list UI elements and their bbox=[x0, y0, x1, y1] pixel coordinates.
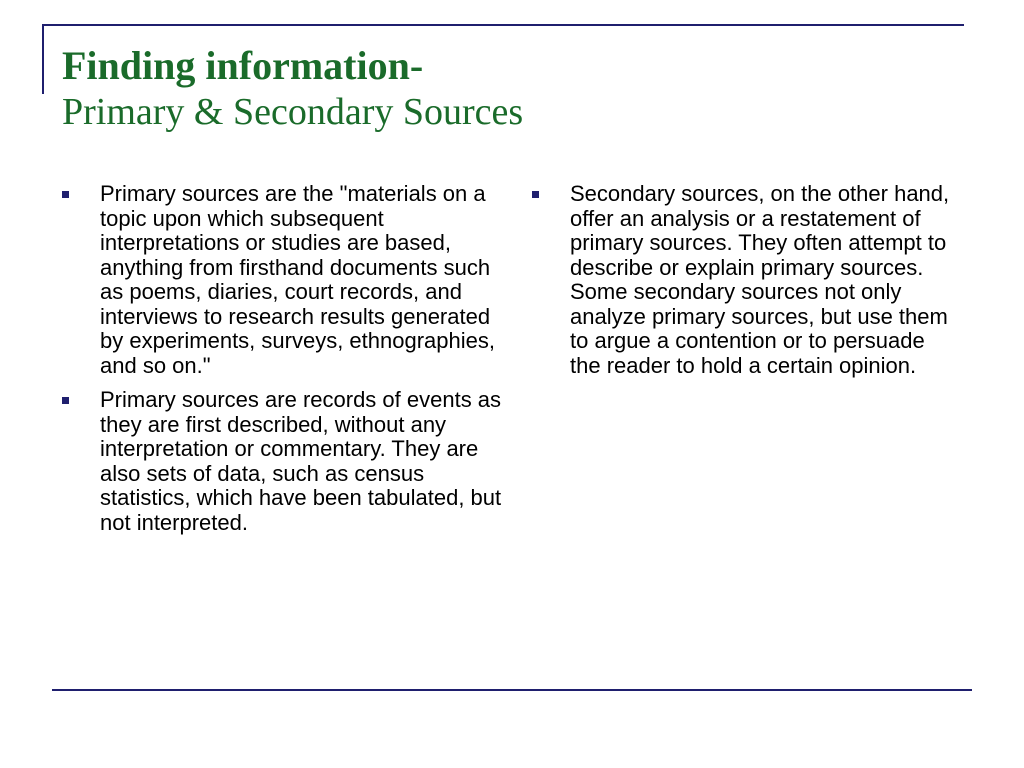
footer-rule bbox=[52, 689, 972, 691]
top-frame-rule bbox=[42, 24, 964, 26]
slide-subtitle: Primary & Secondary Sources bbox=[62, 91, 524, 133]
list-item bbox=[62, 388, 502, 535]
right-column bbox=[532, 182, 952, 388]
list-item bbox=[532, 182, 952, 378]
bullet-text: Primary sources are the "materials on a topic upon which subsequent interpretations or studies are based, anything from firsthand documents such as poems, diaries, court records, and interviews to research results generated by experiments, surveys, ethnographies, and so on." bbox=[100, 181, 495, 378]
bullet-text: Secondary sources, on the other hand, offer an analysis or a restatement of primary sources. They often attempt to describe or explain primary sources. Some secondary sources not only analyze primary sources, but use them to argue a contention or to persuade the reader to hold a certain opinion. bbox=[570, 181, 950, 378]
bullet-text: Primary sources are records of events as they are first described, without any interpretation or commentary. They are also sets of data, such as census statistics, which have been tabulated, but not interpreted. bbox=[100, 387, 502, 535]
slide-title bbox=[62, 42, 523, 134]
square-bullet-icon bbox=[62, 397, 69, 404]
left-column bbox=[62, 182, 502, 545]
square-bullet-icon bbox=[532, 191, 539, 198]
list-item bbox=[62, 182, 502, 378]
square-bullet-icon bbox=[62, 191, 69, 198]
left-frame-rule bbox=[42, 24, 44, 94]
slide-title-main: Finding information- bbox=[62, 43, 424, 88]
